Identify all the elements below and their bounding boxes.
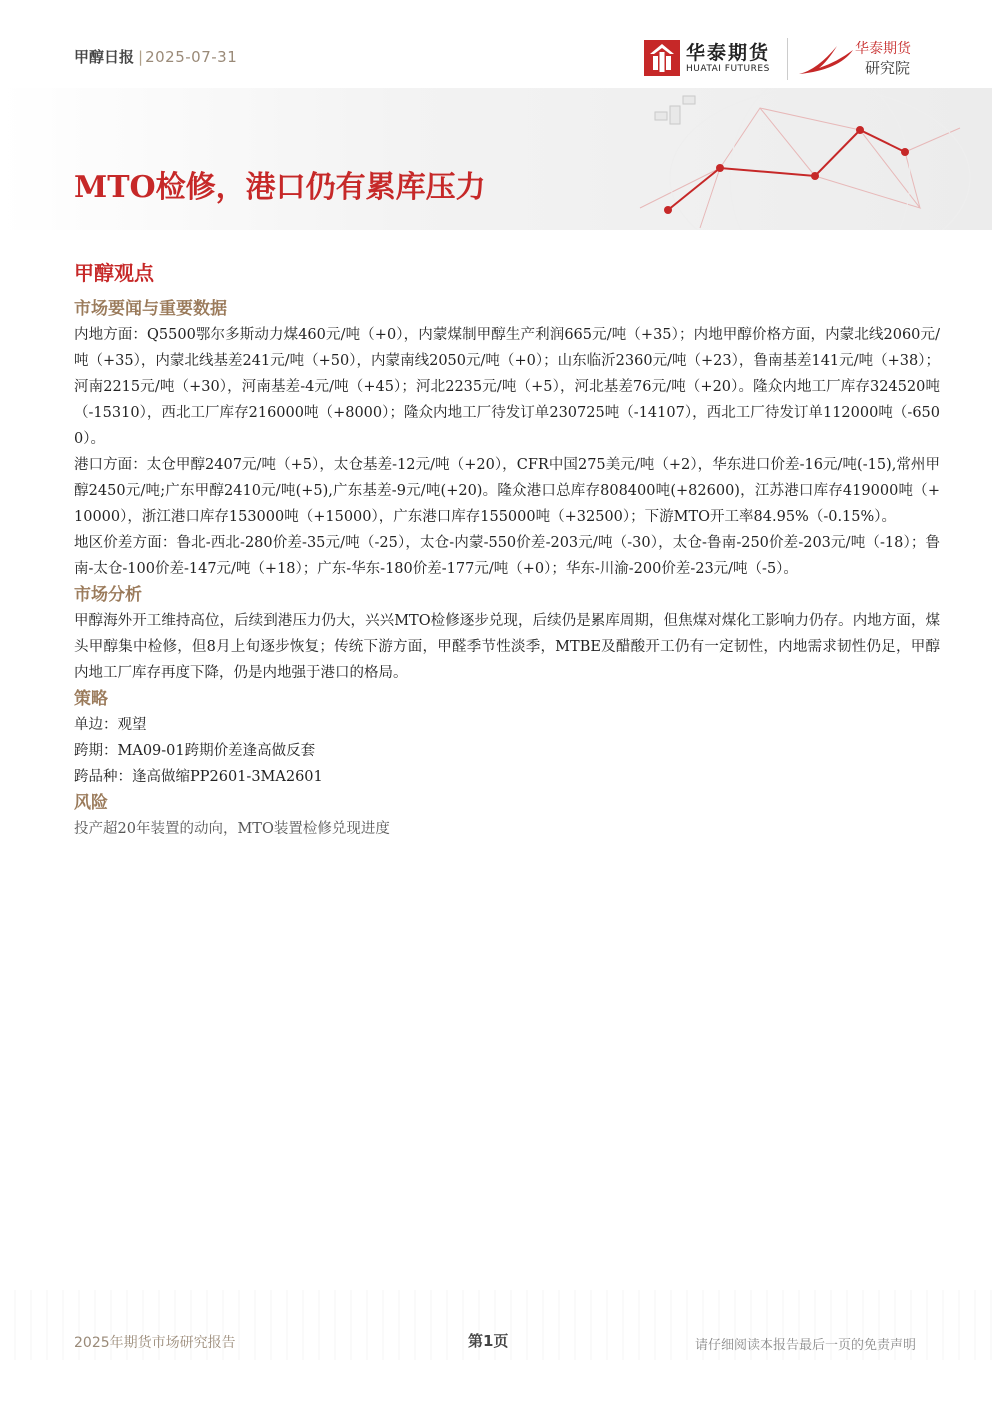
- strategy-item-single: 单边：观望: [74, 717, 147, 733]
- report-title: MTO检修，港口仍有累库压力: [74, 170, 486, 205]
- page-footer: [74, 1330, 916, 1356]
- satellite-icon: [655, 96, 695, 124]
- wing-icon: [797, 40, 857, 78]
- viewpoint-heading: 甲醇观点: [74, 261, 154, 285]
- strategy-heading: 策略: [74, 689, 108, 709]
- network-graphic: [0, 88, 992, 230]
- company-name-cn: 华泰期货: [686, 42, 771, 64]
- strategy-item-calendar: 跨期：MA09-01跨期价差逢高做反套: [74, 743, 316, 759]
- page-number: 第1页: [468, 1332, 509, 1350]
- main-content: [74, 258, 940, 842]
- news-paragraph-inland: 内地方面：Q5500鄂尔多斯动力煤460元/吨（+0），内蒙煤制甲醇生产利润665元/吨（+35）；内地甲醇价格方面，内蒙北线2060元/吨（+35），内蒙北线基差241元/吨（+50），内蒙南线2050元/吨（+0）；山东临沂2360元/吨（+23），鲁南基差141元/吨（+38）；河南2215元/吨（+30），河南基差-4元/吨（+45）；河北2235元/吨（+5），河北基差76元/吨（+20）。隆众内地工厂库存324520吨（-15310），西北工厂库存216000吨（+8000）；隆众内地工厂待发订单230725吨（-14107），西北工厂待发订单112000吨（-6500）。: [74, 327, 940, 447]
- report-date: 2025-07-31: [145, 48, 238, 66]
- strategy-item-cross: 跨品种：逢高做缩PP2601-3MA2601: [74, 769, 323, 785]
- analysis-paragraph: 甲醇海外开工维持高位，后续到港压力仍大，兴兴MTO检修逐步兑现，后续仍是累库周期，但焦煤对煤化工影响力仍存。内地方面，煤头甲醇集中检修，但8月上旬逐步恢复；传统下游方面，甲醛季节性淡季，MTBE及醋酸开工仍有一定韧性，内地需求韧性仍足，甲醇内地工厂库存再度下降，仍是内地强于港口的格局。: [74, 613, 940, 681]
- risk-heading: 风险: [74, 793, 108, 813]
- disclaimer-note: 请仔细阅读本报告最后一页的免责声明: [694, 1338, 916, 1353]
- report-header: [74, 46, 237, 67]
- analysis-heading: 市场分析: [74, 585, 142, 605]
- header-separator: |: [138, 48, 144, 66]
- huatai-futures-logo: [644, 38, 784, 80]
- institute-name-line2: 研究院: [865, 59, 911, 77]
- institute-name-line1: 华泰期货: [855, 41, 911, 57]
- risk-paragraph: 投产超20年装置的动向，MTO装置检修兑现进度: [74, 821, 390, 837]
- huatai-logo-icon: [644, 40, 680, 76]
- news-heading: 市场要闻与重要数据: [74, 299, 227, 319]
- footer-report-label: 2025年期货市场研究报告: [74, 1335, 236, 1351]
- logo-divider: [787, 38, 788, 80]
- report-name: 甲醇日报: [74, 48, 135, 66]
- company-name-en: HUATAI FUTURES: [686, 64, 770, 74]
- title-banner: [0, 88, 992, 230]
- news-paragraph-spread: 地区价差方面：鲁北-西北-280价差-35元/吨（-25），太仓-内蒙-550价差-203元/吨（-30），太仓-鲁南-250价差-203元/吨（-18）；鲁南-太仓-100价差-147元/吨（+18）；广东-华东-180价差-177元/吨（+0）；华东-川渝-200价差-23元/吨（-5）。: [74, 535, 940, 577]
- research-institute-logo: [797, 36, 927, 82]
- news-paragraph-port: 港口方面：太仓甲醇2407元/吨（+5），太仓基差-12元/吨（+20），CFR中国275美元/吨（+2），华东进口价差-16元/吨(-15),常州甲醇2450元/吨;广东甲醇2410元/吨(+5),广东基差-9元/吨(+20)。隆众港口总库存808400吨(+82600)，江苏港口库存419000吨（+10000），浙江港口库存153000吨（+15000），广东港口库存155000吨（+32500）；下游MTO开工率84.95%（-0.15%）。: [74, 457, 940, 525]
